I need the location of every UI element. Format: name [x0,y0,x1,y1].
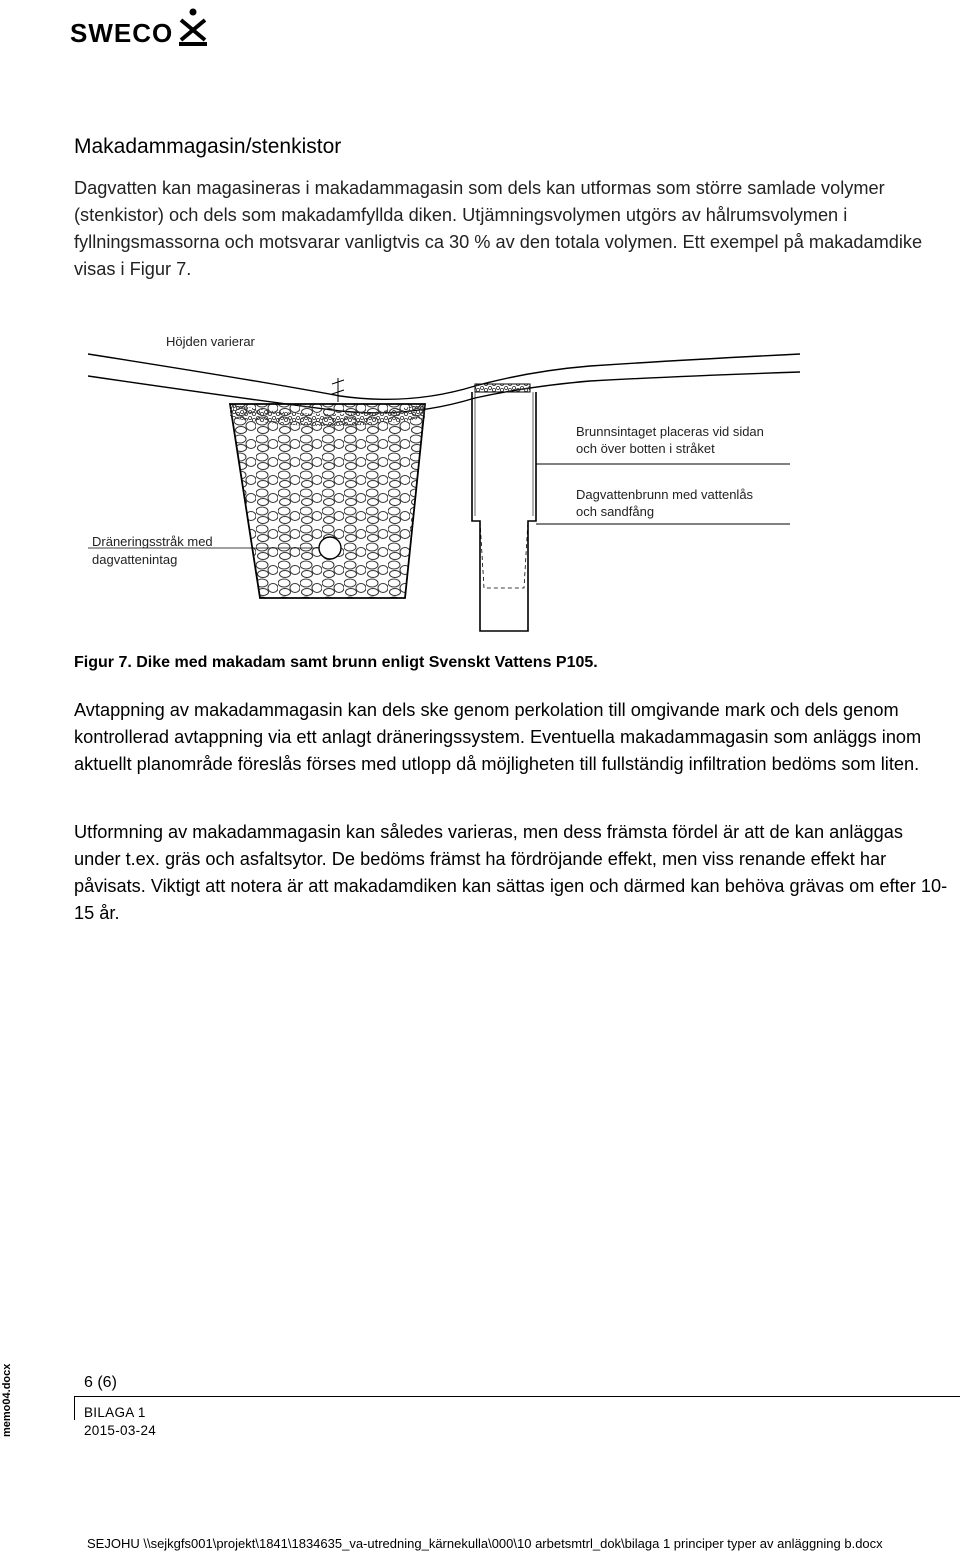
drain-pipe [319,537,341,559]
label-well-1: Dagvattenbrunn med vattenlås [576,487,754,502]
well-shaft [472,392,536,631]
sweco-logo [70,4,209,46]
section-title: Makadammagasin/stenkistor [74,135,342,158]
label-drain-1: Dräneringsstråk med [92,534,213,549]
document-date: 2015-03-24 [84,1423,157,1438]
page-number: 6 (6) [84,1374,117,1391]
file-path: SEJOHU \\sejkgfs001\projekt\1841\1834635_va-utredning_kärnekulla\000\10 arbetsmtrl_dok\bilaga 1 principer typer av anläggning b.docx [87,1536,883,1551]
footer-rule-vertical [74,1396,75,1420]
ground-line-lower [88,372,800,413]
label-drain-2: dagvattenintag [92,552,178,567]
attachment-label: BILAGA 1 [84,1405,146,1420]
makadamdike-figure [80,326,800,636]
footer-rule [74,1396,960,1397]
side-file-name: memo04.docx [1,1363,13,1437]
label-inlet-1: Brunnsintaget placeras vid sidan [576,424,764,439]
figure-caption: Figur 7. Dike med makadam samt brunn enligt Svenskt Vattens P105. [74,654,598,671]
design-paragraph: Utformning av makadammagasin kan således varieras, men dess främsta fördel är att de kan anläggas under t.ex. gräs och asfaltsytor. De bedöms främst ha fördröjande effekt, men viss renande effekt har påvisats. Viktigt att notera är att makadamdiken kan sättas igen och därmed kan behöva grävas om efter 10-15 år. [74,822,948,923]
label-well-2: och sandfång [576,504,655,519]
sweco-mark-icon [177,6,209,46]
well-grate [475,384,530,392]
logo-text: SWECO [70,18,174,48]
intro-paragraph: Dagvatten kan magasineras i makadammagasin som dels kan utformas som större samlade volymer (stenkistor) och dels som makadamfyllda diken. Utjämningsvolymen utgörs av hålrumsvolymen i fyllningsmassorna och motsvarar vanligtvis ca 30 % av den totala volymen. Ett exempel på makadamdike visas i Figur 7. [74,178,923,279]
label-inlet-2: och över botten i stråket [576,441,715,456]
trench [230,404,425,598]
drainage-paragraph: Avtappning av makadammagasin kan dels ske genom perkolation till omgivande mark och dels genom kontrollerad avtappning via ett anlagt dräneringssystem. Eventuella makadammagasin som anläggs inom aktuellt planområde föreslås förses med utlopp då möjligheten till fullständig infiltration bedöms som liten. [74,700,922,774]
label-height-varies: Höjden varierar [166,334,255,349]
